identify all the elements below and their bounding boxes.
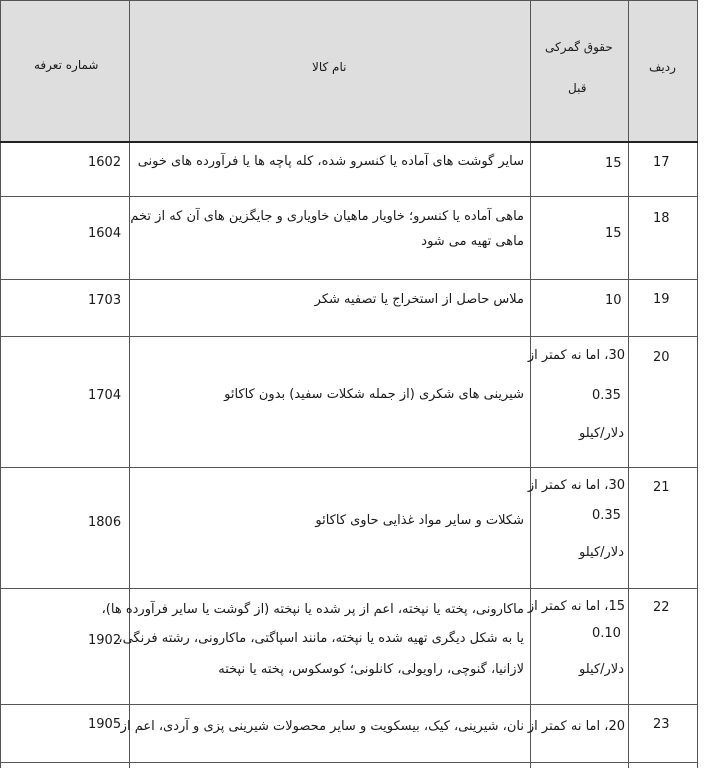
tariff-number: 1602 <box>88 155 122 170</box>
header-separator <box>0 141 698 143</box>
duty-cell: 15 <box>605 226 622 241</box>
header-name-label: نام کالا <box>312 60 347 74</box>
duty-cell: 15، اما نه کمتر از <box>527 599 625 614</box>
duty-cell: 30، اما نه کمتر از <box>527 478 625 493</box>
table-header <box>0 0 698 142</box>
column-border <box>530 0 531 768</box>
duty-cell: 10 <box>605 293 622 308</box>
goods-name: سایر گوشت های آماده یا کنسرو شده، کله پاچه ها یا فرآورده های خونی <box>137 154 524 169</box>
tariff-number: 1905 <box>88 717 122 732</box>
row-number: 19 <box>653 292 670 307</box>
goods-name: یا به شکل دیگری تهیه شده یا نپخته، مانند اسپاگتی، ماکارونی، رشته فرنگی، <box>118 631 524 646</box>
row-border <box>0 0 698 1</box>
duty-minimum: 0.10 <box>592 626 621 641</box>
goods-name: ماهی آماده یا کنسرو؛ خاویار ماهیان خاویاری و جایگزین های آن که از تخم <box>130 209 524 224</box>
row-border <box>0 467 698 468</box>
tariff-number: 1806 <box>88 515 122 530</box>
header-duty-label: حقوق گمرکی <box>545 40 613 54</box>
row-border <box>0 762 698 763</box>
column-border <box>697 0 698 768</box>
tariff-number: 1902 <box>88 633 122 648</box>
row-border <box>0 196 698 197</box>
goods-name: ملاس حاصل از استخراج یا تصفیه شکر <box>314 292 524 307</box>
header-row-label: ردیف <box>649 60 676 74</box>
duty-unit: دلار/کیلو <box>579 662 624 677</box>
row-border <box>0 279 698 280</box>
row-number: 17 <box>653 155 670 170</box>
row-number: 21 <box>653 480 670 495</box>
column-border <box>0 0 1 768</box>
column-border <box>628 0 629 768</box>
duty-cell: 30، اما نه کمتر از <box>527 348 625 363</box>
row-border <box>0 704 698 705</box>
duty-cell: 15 <box>605 156 622 171</box>
row-number: 22 <box>653 600 670 615</box>
row-number: 20 <box>653 350 670 365</box>
tariff-number: 1703 <box>88 293 122 308</box>
tariff-number: 1604 <box>88 226 122 241</box>
duty-minimum: 0.35 <box>592 508 621 523</box>
goods-name: ماکارونی، پخته یا نپخته، اعم از پر شده یا نپخته (از گوشت یا سایر فرآورده ها)، <box>101 602 524 617</box>
column-border <box>129 0 130 768</box>
row-border <box>0 336 698 337</box>
goods-name: شکلات و سایر مواد غذایی حاوی کاکائو <box>315 513 524 528</box>
duty-cell: 20، اما نه کمتر از <box>527 719 625 734</box>
goods-name: لازانیا، گنوچی، راویولی، کانلونی؛ کوسکوس، پخته یا نپخته <box>218 662 524 677</box>
header-duty-label-sub: قبل <box>568 81 587 95</box>
duty-unit: دلار/کیلو <box>579 426 624 441</box>
goods-name: ماهی تهیه می شود <box>421 234 524 249</box>
goods-name: شیرینی های شکری (از جمله شکلات سفید) بدون کاکائو <box>224 387 524 402</box>
row-number: 23 <box>653 717 670 732</box>
duty-unit: دلار/کیلو <box>579 545 624 560</box>
row-border <box>0 588 698 589</box>
duty-minimum: 0.35 <box>592 388 621 403</box>
header-tariff-label: شماره تعرفه <box>34 58 99 72</box>
tariff-number: 1704 <box>88 388 122 403</box>
row-number: 18 <box>653 211 670 226</box>
goods-name: نان، شیرینی، کیک، بیسکویت و سایر محصولات شیرینی پزی و آردی، اعم از <box>120 719 524 734</box>
